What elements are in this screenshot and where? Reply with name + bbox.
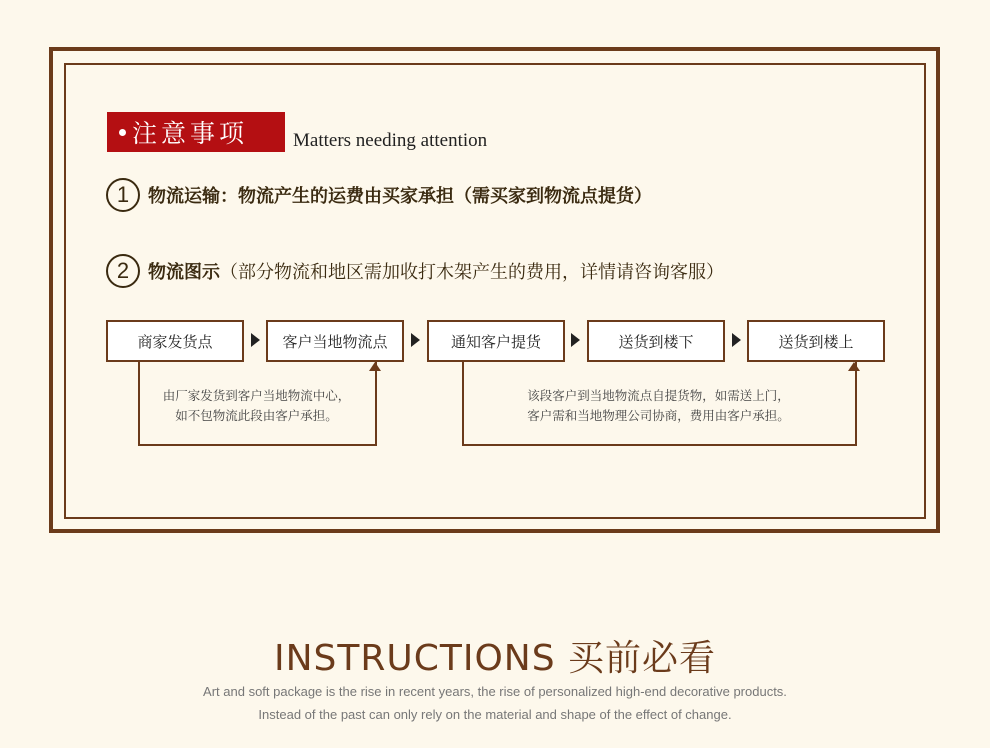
notice-title-cn: 注意事项 (132, 119, 249, 148)
notice-title-badge (107, 112, 285, 152)
item-2-label: 物流图示 (148, 262, 220, 283)
notice-title-en: Matters needing attention (293, 130, 488, 151)
instructions-heading: INSTRUCTIONS 买前必看 (273, 638, 717, 679)
note-left-line-2: 如不包物流此段由客户承担。 (175, 408, 338, 423)
note-right-line-2: 客户需和当地物理公司协商，费用由客户承担。 (527, 408, 790, 423)
item-logistics-shipping (106, 178, 652, 212)
item-logistics-diagram (106, 254, 724, 288)
flow-step-merchant: 商家发货点 (106, 320, 244, 362)
instructions-line-2: Instead of the past can only rely on the material and shape of the effect of change. (258, 707, 732, 722)
flow-step-upstairs: 送货到楼上 (747, 320, 885, 362)
flow-arrow-icon (571, 333, 580, 347)
note-left-line-1: 由厂家发货到客户当地物流中心， (162, 388, 351, 403)
flow-arrow-icon (251, 333, 260, 347)
flow-step-notify-pickup: 通知客户提货 (427, 320, 565, 362)
item-1-label: 物流运输： (148, 186, 238, 207)
flow-arrow-icon (411, 333, 420, 347)
bullet-dot-icon (119, 129, 126, 136)
circle-number-1: 1 (106, 178, 140, 212)
note-right-line-1: 该段客户到当地物流点自提货物，如需送上门， (527, 388, 790, 403)
flow-arrow-icon (732, 333, 741, 347)
item-1-text: 物流产生的运费由买家承担（需买家到物流点提货） (238, 186, 652, 207)
item-2-text: （部分物流和地区需加收打木架产生的费用，详情请咨询客服） (220, 262, 724, 283)
up-arrow-icon (369, 362, 381, 371)
circle-number-2: 2 (106, 254, 140, 288)
note-left (140, 386, 373, 426)
flow-step-local-logistics: 客户当地物流点 (266, 320, 404, 362)
note-right (464, 386, 853, 426)
flow-step-downstairs: 送货到楼下 (587, 320, 725, 362)
up-arrow-icon (848, 362, 860, 371)
instructions-line-1: Art and soft package is the rise in recent years, the rise of personalized high-end decorative products. (203, 684, 787, 699)
